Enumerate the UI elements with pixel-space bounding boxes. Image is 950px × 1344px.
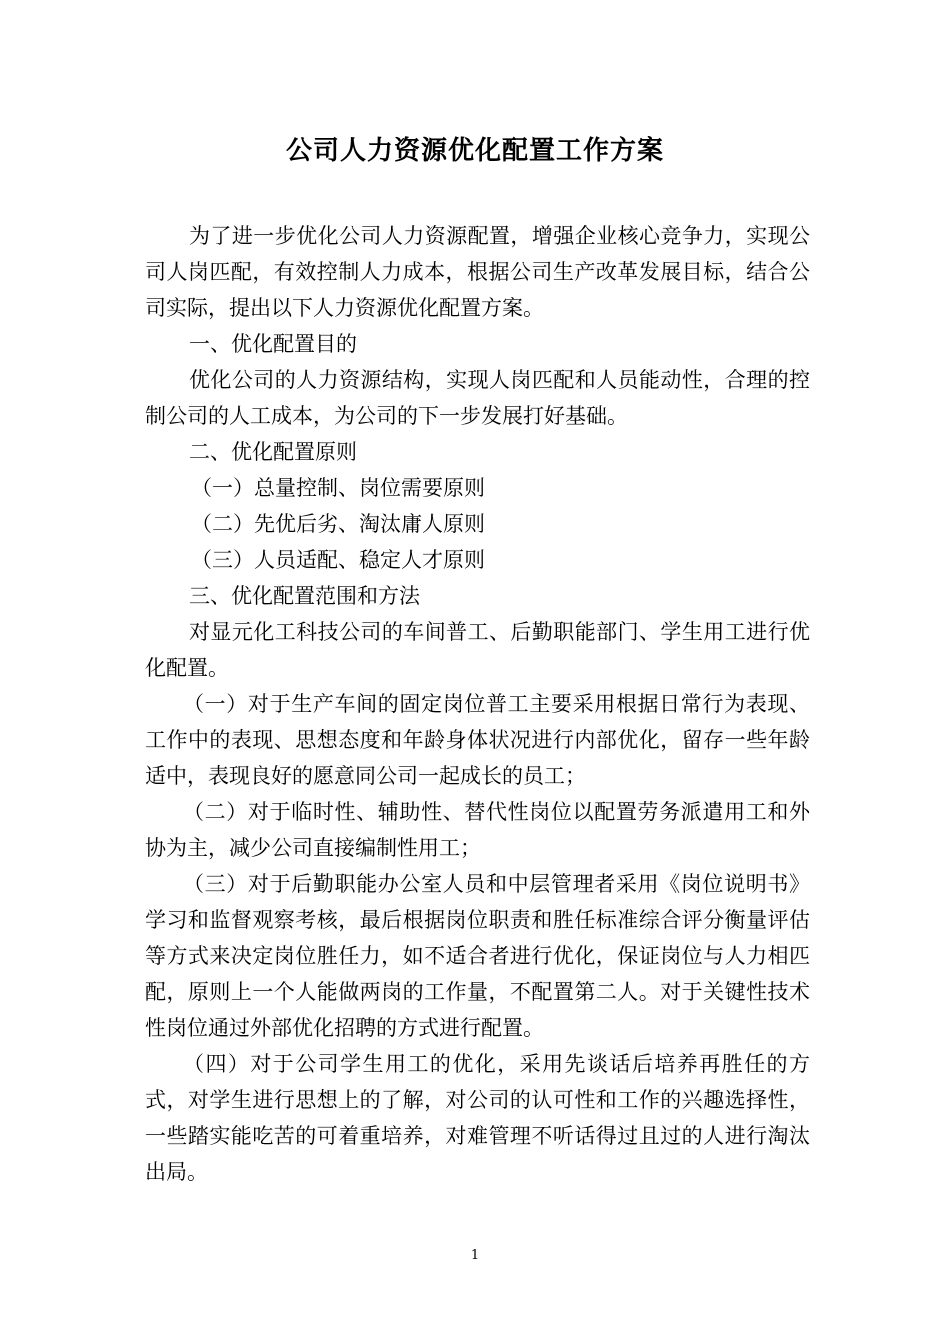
scope-paragraph: 对显元化工科技公司的车间普工、后勤职能部门、学生用工进行优化配置。 bbox=[145, 620, 810, 680]
document-title: 公司人力资源优化配置工作方案 bbox=[285, 136, 664, 166]
principle-item-2: （二）先优后劣、淘汰庸人原则 bbox=[191, 512, 485, 536]
section-heading-purpose: 一、优化配置目的 bbox=[189, 332, 357, 356]
principle-item-3: （三）人员适配、稳定人才原则 bbox=[191, 548, 485, 572]
section-heading-scope: 三、优化配置范围和方法 bbox=[189, 584, 420, 608]
document-body bbox=[145, 218, 810, 1190]
page-number: 1 bbox=[470, 1248, 480, 1263]
method-item-1: （一）对于生产车间的固定岗位普工主要采用根据日常行为表现、工作中的表现、思想态度和年龄身体状况进行内部优化，留存一些年龄适中，表现良好的愿意同公司一起成长的员工； bbox=[145, 692, 810, 788]
method-item-2: （二）对于临时性、辅助性、替代性岗位以配置劳务派遣用工和外协为主，减少公司直接编制性用工； bbox=[145, 800, 810, 860]
method-item-3: （三）对于后勤职能办公室人员和中层管理者采用《岗位说明书》学习和监督观察考核，最后根据岗位职责和胜任标准综合评分衡量评估等方式来决定岗位胜任力，如不适合者进行优化，保证岗位与人力相匹配，原则上一个人能做两岗的工作量，不配置第二人。对于关键性技术性岗位通过外部优化招聘的方式进行配置。 bbox=[145, 872, 810, 1040]
purpose-paragraph: 优化公司的人力资源结构，实现人岗匹配和人员能动性，合理的控制公司的人工成本，为公司的下一步发展打好基础。 bbox=[145, 368, 810, 428]
principle-item-1: （一）总量控制、岗位需要原则 bbox=[191, 476, 485, 500]
intro-paragraph: 为了进一步优化公司人力资源配置，增强企业核心竞争力，实现公司人岗匹配，有效控制人力成本，根据公司生产改革发展目标，结合公司实际，提出以下人力资源优化配置方案。 bbox=[145, 224, 810, 320]
method-item-4: （四）对于公司学生用工的优化，采用先谈话后培养再胜任的方式，对学生进行思想上的了解，对公司的认可性和工作的兴趣选择性，一些踏实能吃苦的可着重培养，对难管理不听话得过且过的人进行淘汰出局。 bbox=[145, 1052, 810, 1184]
section-heading-principles: 二、优化配置原则 bbox=[189, 440, 357, 464]
